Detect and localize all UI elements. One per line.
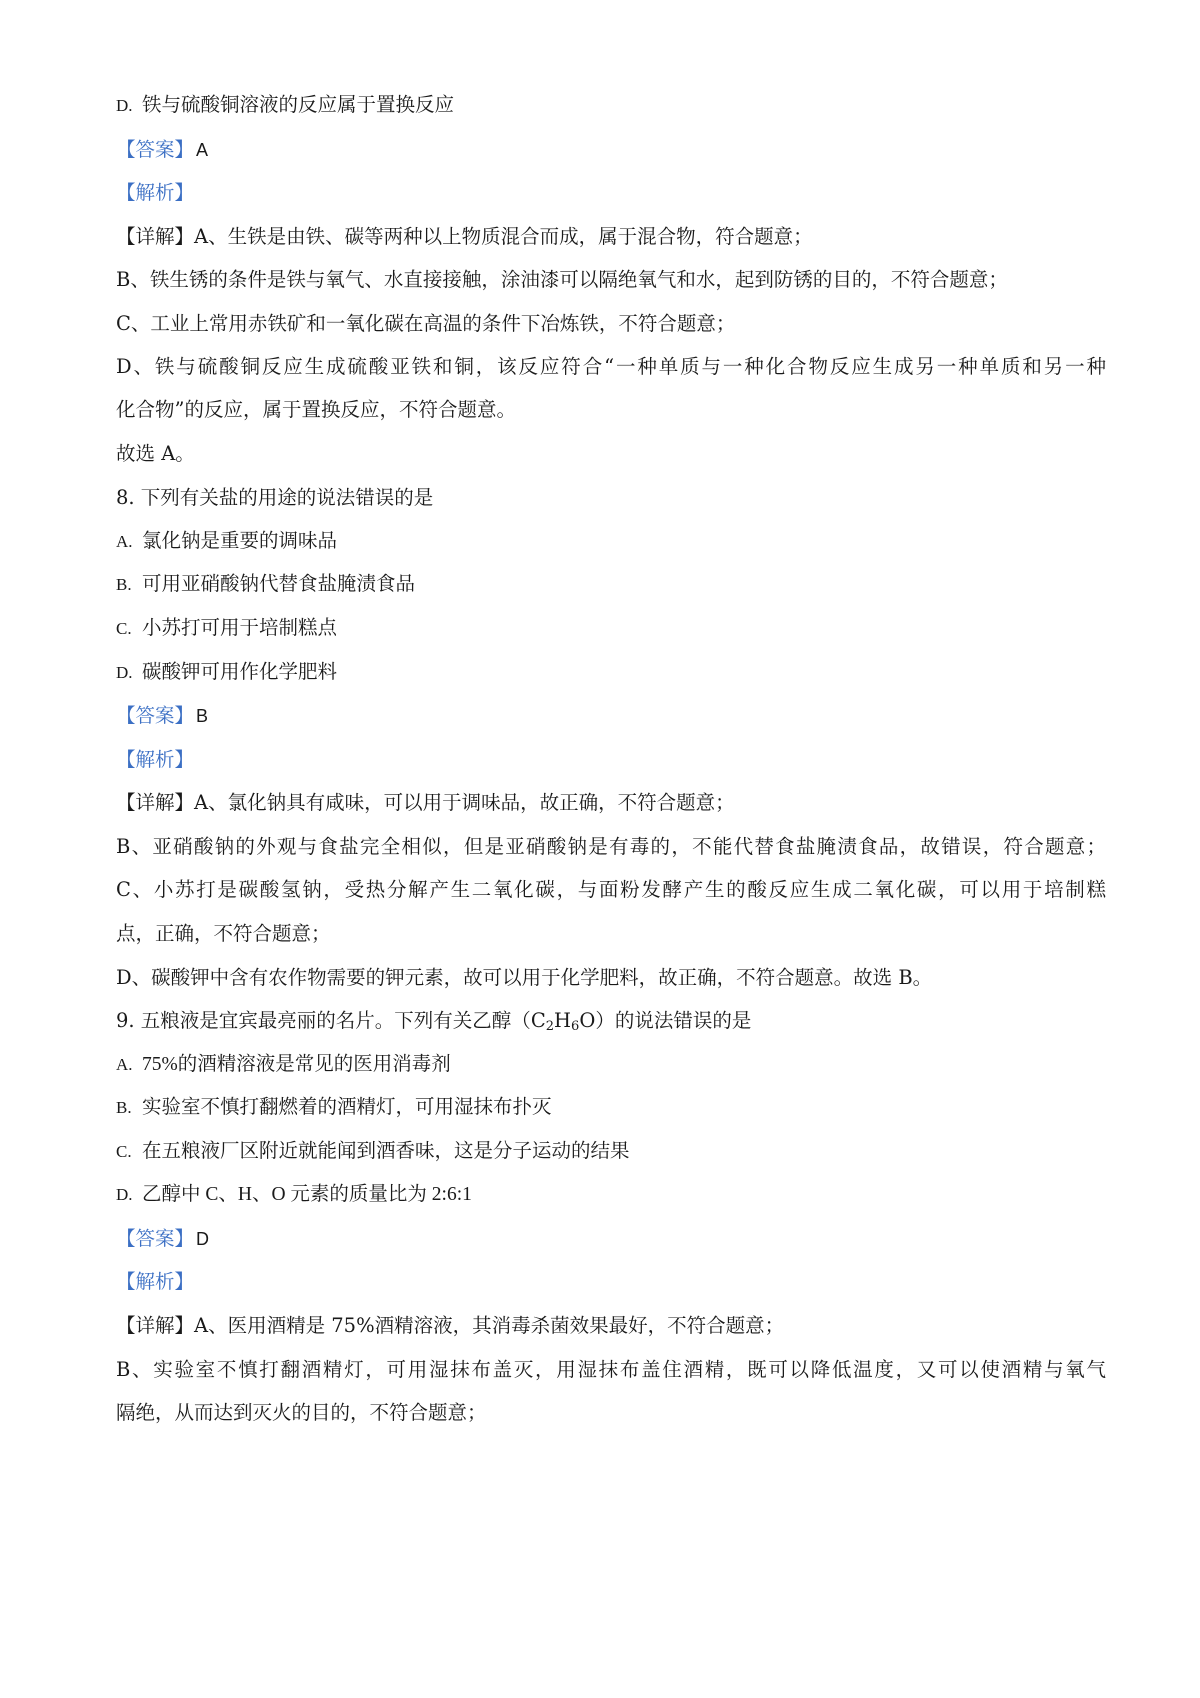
analysis-tag: 【解析】 <box>116 181 195 204</box>
q9-analysis-tag <box>116 1268 1106 1296</box>
q8-detail-c-line2: 点，正确，不符合题意； <box>116 922 331 945</box>
q9-option-b <box>116 1094 1106 1122</box>
formula-h: H <box>554 1009 572 1032</box>
q7-detail-d-line2: 化合物”的反应，属于置换反应，不符合题意。 <box>116 398 516 421</box>
option-text: 在五粮液厂区附近就能闻到酒香味，这是分子运动的结果 <box>142 1141 630 1162</box>
q8-detail-d: D、碳酸钾中含有农作物需要的钾元素，故可以用于化学肥料，故正确，不符合题意。故选 B。 <box>116 966 933 989</box>
q9-question-pre: 9. 五粮液是宜宾最亮丽的名片。下列有关乙醇（ <box>116 1009 531 1032</box>
formula-c-sub: 2 <box>545 1019 555 1034</box>
q9-detail-a: 【详解】A、医用酒精是 75%酒精溶液，其消毒杀菌效果最好，不符合题意； <box>116 1314 785 1337</box>
analysis-tag: 【解析】 <box>116 1270 195 1293</box>
option-text: 铁与硫酸铜溶液的反应属于置换反应 <box>142 95 455 116</box>
formula-c: C <box>530 1009 546 1032</box>
answer-tag: 【答案】 <box>116 1227 195 1250</box>
answer-value: D <box>196 1229 210 1249</box>
q7-detail-d-line1: D、铁与硫酸铜反应生成硫酸亚铁和铜，该反应符合“一种单质与一种化合物反应生成另一种单质和另一种 <box>116 355 1106 378</box>
q9-answer <box>116 1225 1106 1253</box>
option-text: 碳酸钾可用作化学肥料 <box>142 662 338 683</box>
option-letter: D. <box>116 663 133 682</box>
answer-value: B <box>196 706 209 726</box>
answer-tag: 【答案】 <box>116 138 195 161</box>
option-letter: A. <box>116 1055 133 1074</box>
answer-tag: 【答案】 <box>116 704 195 727</box>
option-text: 可用亚硝酸钠代替食盐腌渍食品 <box>142 574 416 595</box>
q7-detail-a: 【详解】A、生铁是由铁、碳等两种以上物质混合而成，属于混合物，符合题意； <box>116 225 813 248</box>
option-text: 乙醇中 C、H、O 元素的质量比为 2:6:1 <box>142 1184 472 1205</box>
q7-option-d <box>116 92 1106 120</box>
q8-option-b <box>116 571 1106 599</box>
q7-detail-c: C、工业上常用赤铁矿和一氧化碳在高温的条件下冶炼铁，不符合题意； <box>116 312 736 335</box>
option-letter: D. <box>116 1185 133 1204</box>
q7-analysis-tag <box>116 179 1106 207</box>
option-text: 小苏打可用于培制糕点 <box>142 618 338 639</box>
q9-detail-b-line2: 隔绝，从而达到灭火的目的，不符合题意； <box>116 1401 487 1424</box>
q8-option-a <box>116 528 1106 556</box>
option-text: 氯化钠是重要的调味品 <box>142 531 338 552</box>
formula-h-sub: 6 <box>571 1019 580 1034</box>
formula-o: O <box>579 1009 596 1032</box>
q8-option-d <box>116 659 1106 687</box>
q9-option-d <box>116 1181 1106 1209</box>
q7-conclusion: 故选 A。 <box>116 442 195 465</box>
answer-value: A <box>196 140 209 160</box>
option-text: 75%的酒精溶液是常见的医用消毒剂 <box>142 1054 451 1075</box>
option-text: 实验室不慎打翻燃着的酒精灯，可用湿抹布扑灭 <box>142 1097 552 1118</box>
q9-question-post: ）的说法错误的是 <box>595 1009 752 1032</box>
q7-answer <box>116 136 1106 164</box>
option-letter: C. <box>116 1142 132 1161</box>
option-letter: D. <box>116 96 133 115</box>
option-letter: A. <box>116 532 133 551</box>
q9-question <box>116 1007 1106 1041</box>
q8-question: 8. 下列有关盐的用途的说法错误的是 <box>116 486 434 509</box>
q7-detail-b: B、铁生锈的条件是铁与氧气、水直接接触，涂油漆可以隔绝氧气和水，起到防锈的目的，不符合题意； <box>116 268 1008 291</box>
q8-option-c <box>116 615 1106 643</box>
q9-option-c <box>116 1138 1106 1166</box>
option-letter: B. <box>116 575 132 594</box>
q8-detail-c-line1: C、小苏打是碳酸氢钠，受热分解产生二氧化碳，与面粉发酵产生的酸反应生成二氧化碳，可以用于培制糕 <box>116 878 1106 901</box>
q9-detail-b-line1: B、实验室不慎打翻酒精灯，可用湿抹布盖灭，用湿抹布盖住酒精，既可以降低温度，又可以使酒精与氧气 <box>116 1358 1106 1381</box>
q8-analysis-tag <box>116 746 1106 774</box>
q8-detail-b: B、亚硝酸钠的外观与食盐完全相似，但是亚硝酸钠是有毒的，不能代替食盐腌渍食品，故错误，符合题意； <box>116 835 1106 858</box>
q8-answer <box>116 702 1106 730</box>
q8-detail-a: 【详解】A、氯化钠具有咸味，可以用于调味品，故正确，不符合题意； <box>116 791 735 814</box>
option-letter: C. <box>116 619 132 638</box>
option-letter: B. <box>116 1098 132 1117</box>
analysis-tag: 【解析】 <box>116 748 195 771</box>
q9-option-a <box>116 1051 1106 1079</box>
